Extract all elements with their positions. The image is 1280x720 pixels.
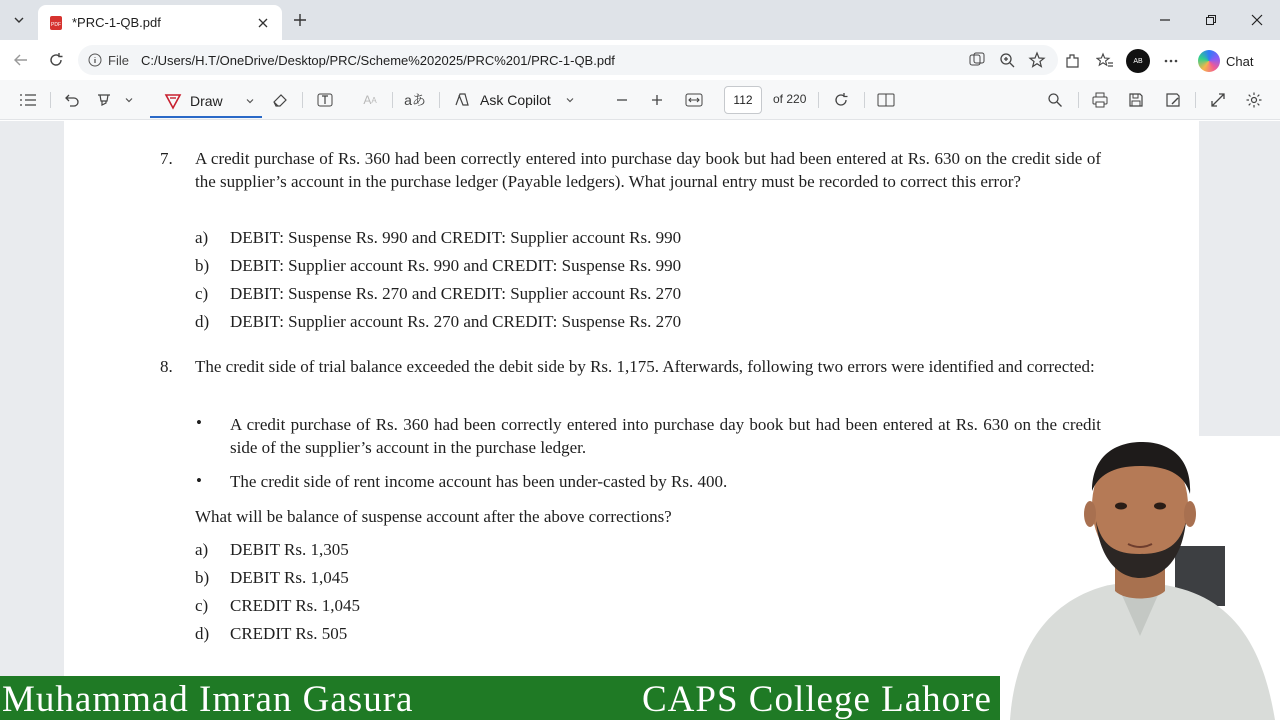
toolbar-divider: [1078, 92, 1079, 108]
url-text: C:/Users/H.T/OneDrive/Desktop/PRC/Scheme%202025/PRC%201/PRC-1-QB.pdf: [140, 52, 615, 68]
refresh-button[interactable]: [43, 48, 69, 72]
save-icon[interactable]: [1124, 88, 1148, 112]
search-icon[interactable]: [1043, 88, 1067, 112]
ask-copilot-label: Ask Copilot: [480, 92, 551, 108]
question-text: A credit purchase of Rs. 360 had been correctly entered into purchase day book but had been entered at Rs. 630 on the credit side of the supplier’s account in the purchase ledger (Payable ledgers). What journal entry must be recorded to correct this error?: [195, 149, 1101, 191]
presenter-name: Muhammad Imran Gasura: [2, 679, 414, 720]
close-tab-icon[interactable]: [254, 14, 272, 32]
chevron-down-icon: [13, 14, 25, 26]
chevron-down-icon: [565, 95, 575, 105]
option-text: DEBIT: Supplier account Rs. 990 and CREDIT: Suspense Rs. 990: [230, 256, 682, 275]
undo-icon[interactable]: [60, 88, 84, 112]
minimize-button[interactable]: [1152, 8, 1178, 32]
toolbar-divider: [392, 92, 393, 108]
toolbar-divider: [818, 92, 819, 108]
pdf-toolbar: [0, 80, 1280, 120]
draw-active-indicator: [150, 116, 262, 118]
zoom-out-icon[interactable]: [610, 88, 634, 112]
copilot-outline-icon: [452, 91, 472, 109]
restore-icon: [1205, 14, 1217, 26]
back-button[interactable]: [8, 48, 34, 72]
option-text: DEBIT: Supplier account Rs. 270 and CREDIT: Suspense Rs. 270: [230, 312, 682, 331]
option-text: DEBIT Rs. 1,045: [230, 568, 349, 587]
browser-tab[interactable]: [38, 5, 282, 40]
option-letter: b): [195, 568, 210, 587]
fullscreen-icon[interactable]: [1206, 88, 1230, 112]
question-number: 7.: [160, 149, 173, 168]
option-letter: b): [195, 256, 210, 275]
new-tab-button[interactable]: [288, 8, 312, 32]
read-aloud-icon[interactable]: [966, 49, 988, 71]
question-text: The credit side of trial balance exceeded the debit side by Rs. 1,175. Afterwards, following two errors were identified and corrected:: [195, 357, 1095, 376]
address-bar: [0, 40, 1280, 80]
fit-to-width-icon[interactable]: [682, 88, 706, 112]
option-letter: a): [195, 228, 209, 247]
contents-icon[interactable]: [16, 88, 40, 112]
option-letter: d): [195, 624, 210, 643]
bullet-text: The credit side of rent income account has been under-casted by Rs. 400.: [230, 472, 728, 491]
highlight-options-icon[interactable]: [121, 88, 137, 112]
toolbar-divider: [1195, 92, 1196, 108]
toolbar-divider: [439, 92, 440, 108]
browser-actions: [1062, 49, 1253, 73]
presenter-video: [1000, 436, 1280, 720]
zoom-icon[interactable]: [996, 49, 1018, 71]
chevron-down-icon: [245, 96, 255, 106]
extensions-icon[interactable]: [1062, 50, 1084, 72]
copilot-icon: [1198, 50, 1220, 72]
option-letter: d): [195, 312, 210, 331]
close-window-button[interactable]: [1244, 8, 1270, 32]
immersive-reader-icon[interactable]: aあ: [404, 92, 426, 108]
page-view-icon[interactable]: [874, 88, 898, 112]
ask-copilot-button[interactable]: [452, 88, 577, 112]
page-count-label: of 220: [773, 92, 807, 106]
draw-label: Draw: [190, 93, 223, 109]
bullet-marker: •: [196, 413, 202, 432]
refresh-icon: [48, 52, 64, 68]
tab-bar: [0, 0, 1280, 40]
option-text: CREDIT Rs. 505: [230, 624, 348, 643]
close-icon: [1251, 14, 1263, 26]
lower-third-banner: [0, 676, 1000, 720]
bullet-text: A credit purchase of Rs. 360 had been correctly entered into purchase day book but had been entered at Rs. 630 on the credit side of the supplier’s account in the purchase ledger.: [230, 415, 1101, 457]
highlight-icon[interactable]: [92, 88, 116, 112]
url-field[interactable]: [78, 45, 1058, 75]
favorites-icon[interactable]: [1094, 50, 1116, 72]
plus-icon: [293, 13, 307, 27]
copilot-chat-button[interactable]: [1198, 50, 1253, 72]
text-size-icon[interactable]: A A: [363, 93, 377, 107]
page-number-input[interactable]: 112: [724, 86, 762, 114]
option-letter: c): [195, 596, 209, 615]
college-name: CAPS College Lahore: [642, 679, 992, 720]
option-text: DEBIT: Suspense Rs. 990 and CREDIT: Supplier account Rs. 990: [230, 228, 682, 247]
draw-pen-icon: [164, 92, 182, 110]
url-scheme-label: File: [108, 52, 129, 68]
tab-title: *PRC-1-QB.pdf: [72, 15, 161, 30]
info-icon: [88, 53, 102, 67]
chat-label: Chat: [1226, 53, 1254, 69]
text-box-icon[interactable]: [313, 88, 337, 112]
webcam-overlay: [1000, 436, 1280, 720]
favorite-star-icon[interactable]: [1026, 49, 1048, 71]
zoom-in-icon[interactable]: [645, 88, 669, 112]
option-letter: a): [195, 540, 209, 559]
draw-button[interactable]: [150, 86, 262, 116]
restore-button[interactable]: [1198, 8, 1224, 32]
pdf-file-icon: [48, 15, 64, 31]
option-text: CREDIT Rs. 1,045: [230, 596, 361, 615]
arrow-left-icon: [13, 52, 29, 68]
rotate-icon[interactable]: [829, 88, 853, 112]
print-icon[interactable]: [1088, 88, 1112, 112]
minimize-icon: [1159, 14, 1171, 26]
option-letter: c): [195, 284, 209, 303]
option-text: DEBIT Rs. 1,305: [230, 540, 349, 559]
toolbar-divider: [864, 92, 865, 108]
svg-text:PDF: PDF: [51, 21, 61, 28]
settings-gear-icon[interactable]: [1242, 88, 1266, 112]
toolbar-divider: [50, 92, 51, 108]
tab-actions-button[interactable]: [6, 7, 32, 33]
question-prompt: What will be balance of suspense account after the above corrections?: [195, 507, 672, 526]
question-number: 8.: [160, 357, 173, 376]
save-as-icon[interactable]: [1161, 88, 1185, 112]
profile-avatar[interactable]: AB: [1126, 49, 1150, 73]
bullet-marker: •: [196, 471, 202, 490]
eraser-icon[interactable]: [268, 88, 292, 112]
option-text: DEBIT: Suspense Rs. 270 and CREDIT: Supplier account Rs. 270: [230, 284, 682, 303]
more-options-icon[interactable]: [1160, 50, 1182, 72]
toolbar-divider: [302, 92, 303, 108]
url-actions: [966, 49, 1048, 71]
